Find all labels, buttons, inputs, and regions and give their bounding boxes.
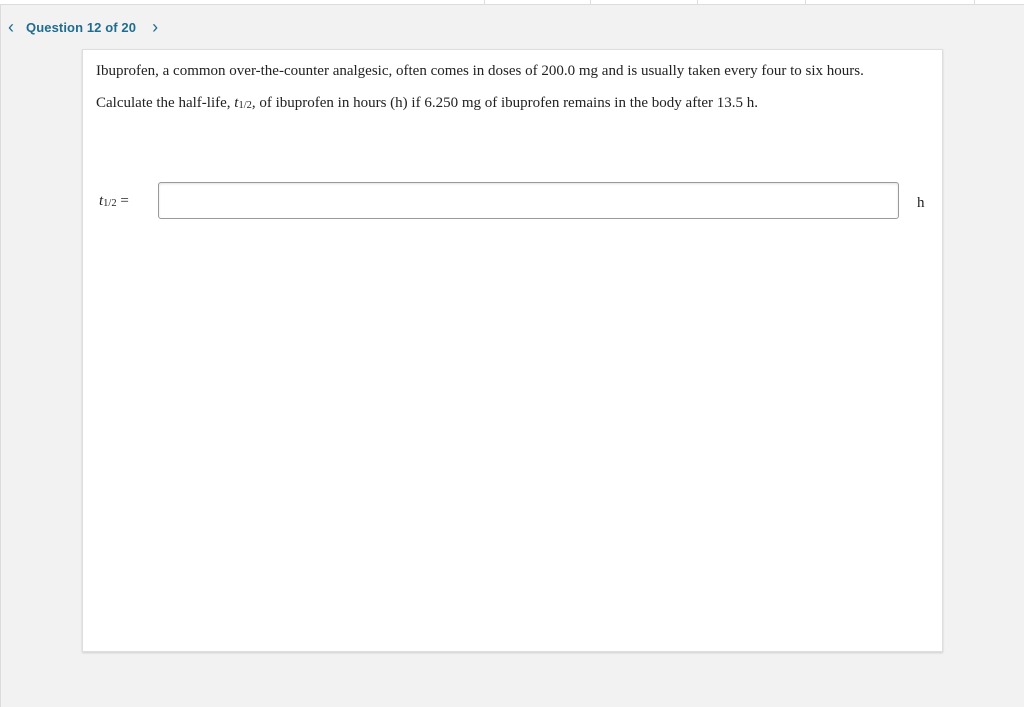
prompt-text-middle: , of ibuprofen in hours (h) if 6.250 mg of ibuprofen remains in the body after 13.5 h xyxy=(251,95,755,111)
tab-divider xyxy=(974,0,975,4)
question-counter: Question 12 of 20 xyxy=(26,19,137,35)
question-prompt xyxy=(96,95,758,112)
question-card xyxy=(82,49,943,652)
question-intro: Ibuprofen, a common over-the-counter analgesic, often comes in doses of 200.0 mg and is usually taken every four to six hours. xyxy=(96,63,864,79)
half-life-symbol: t xyxy=(234,95,239,111)
chevron-right-icon[interactable]: › xyxy=(152,17,159,37)
tab-divider xyxy=(697,0,698,4)
answer-subscript: 1/2 xyxy=(103,198,117,209)
chevron-left-icon[interactable]: ‹ xyxy=(8,17,14,37)
left-border xyxy=(0,4,1,707)
answer-label xyxy=(99,193,129,210)
question-navigator xyxy=(8,16,158,38)
tab-divider xyxy=(805,0,806,4)
answer-unit: h xyxy=(917,195,925,211)
answer-symbol: t xyxy=(99,193,104,209)
top-tab-strip xyxy=(0,0,1024,5)
prompt-text-start: Calculate the half-life, xyxy=(96,95,235,111)
half-life-answer-input[interactable] xyxy=(158,182,899,219)
tab-divider xyxy=(484,0,485,4)
half-life-subscript: 1/2 xyxy=(238,100,252,111)
answer-equals: = xyxy=(116,193,129,209)
tab-divider xyxy=(590,0,591,4)
prompt-text-end: . xyxy=(754,95,759,111)
